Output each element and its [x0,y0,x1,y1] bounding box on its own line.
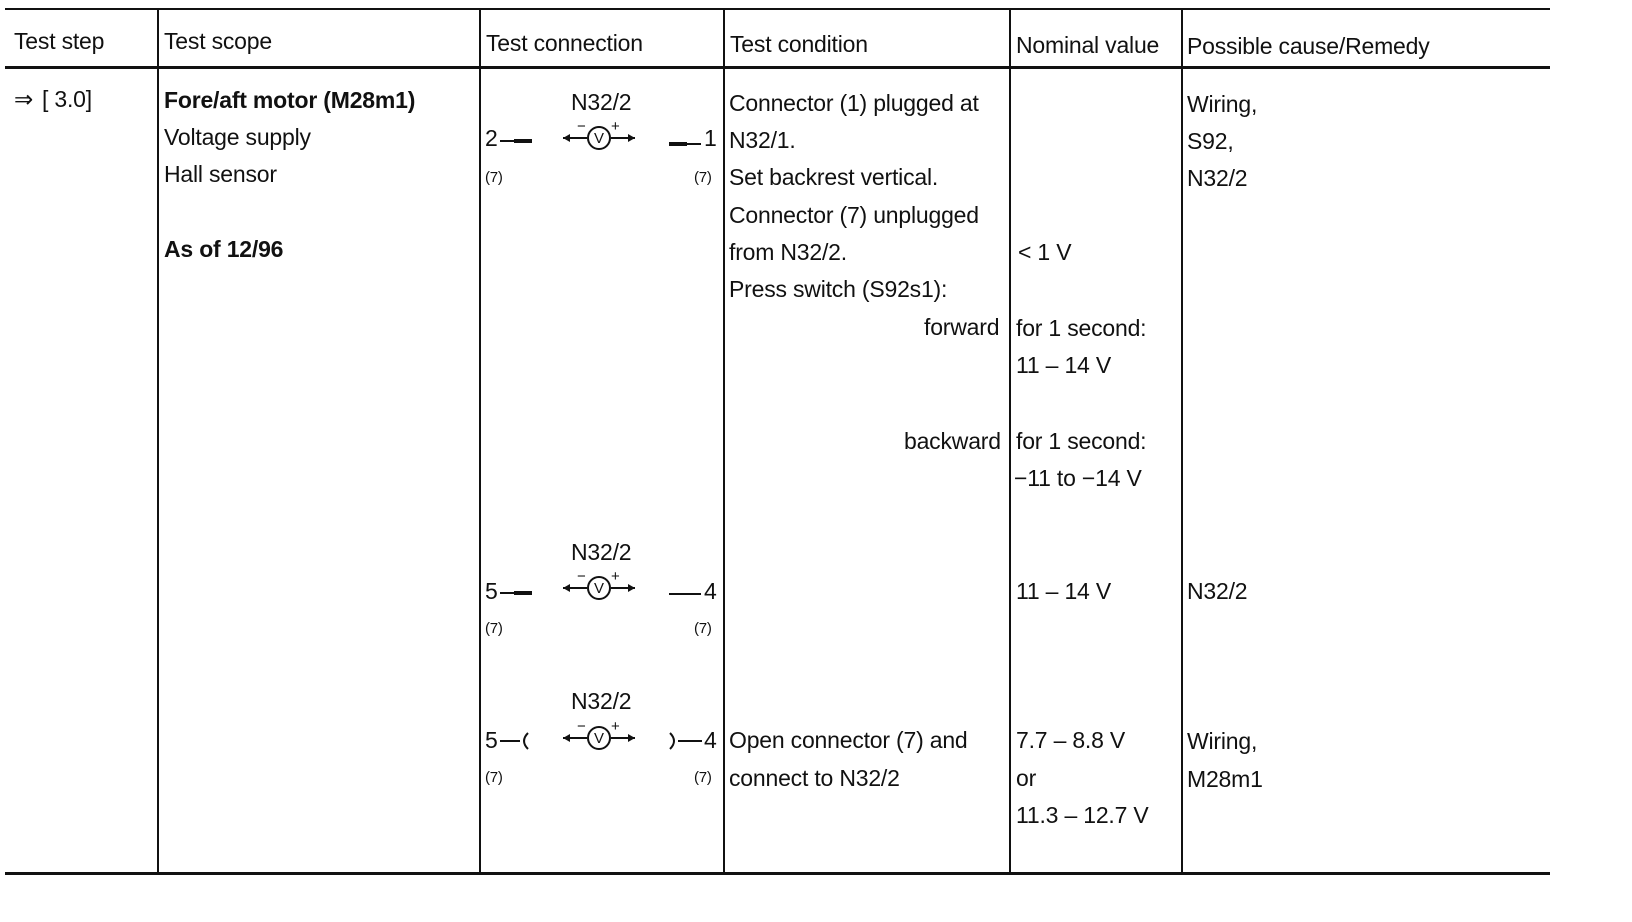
table-bottom-border [5,872,1550,875]
connection-2-meter-plus: + [611,568,620,585]
column-divider-3 [723,10,725,874]
column-divider-2 [479,10,481,874]
connection-2-module: N32/2 [571,539,632,565]
connection-2-meter-label: V [594,580,604,597]
nominal-7: 7.7 – 8.8 V [1016,727,1126,753]
connection-1-right-conn: (7) [694,169,712,186]
nominal-2: for 1 second: [1016,315,1147,341]
connection-3-left-pin: 5 [485,727,498,753]
connection-3-left-conn: (7) [485,769,503,786]
connection-1-right-pin: 1 [704,125,717,151]
connection-1-module: N32/2 [571,89,632,115]
column-divider-4 [1009,10,1011,874]
nominal-5: −11 to −14 V [1014,465,1142,491]
condition-backward: backward [904,428,1001,454]
condition-line-1: Connector (1) plugged at [729,90,979,116]
condition-line-4: Connector (7) unplugged [729,202,979,228]
connection-3-right-socket-icon [668,724,702,758]
connection-3-right-conn: (7) [694,769,712,786]
condition-line-7: Open connector (7) and [729,727,968,753]
cause-1: Wiring, [1187,91,1258,117]
connection-3-right-pin: 4 [704,727,717,753]
connection-1-meter-label: V [594,130,604,147]
connection-1-right-lead [687,143,701,145]
connection-2-right-pin: 4 [704,578,717,604]
connection-2-left-pin: 5 [485,578,498,604]
connection-3-module: N32/2 [571,688,632,714]
header-test-step: Test step [14,28,105,54]
connection-3-meter-minus: − [577,718,586,735]
connection-3-left-socket-icon [500,724,530,758]
cause-6: M28m1 [1187,766,1263,792]
connection-1-meter-minus: − [577,118,586,135]
connection-1-meter-plus: + [611,118,620,135]
condition-line-8: connect to N32/2 [729,765,900,791]
header-test-condition: Test condition [730,31,868,57]
column-divider-5 [1181,10,1183,874]
nominal-6: 11 – 14 V [1016,578,1111,604]
condition-line-3: Set backrest vertical. [729,164,939,190]
column-divider-1 [157,10,159,874]
header-possible-cause: Possible cause/Remedy [1187,33,1430,59]
header-test-connection: Test connection [486,30,643,56]
header-test-scope: Test scope [164,28,272,54]
header-bottom-border [5,66,1550,69]
step-number: [ 3.0] [42,86,92,112]
condition-forward: forward [924,314,1000,340]
connection-3-meter-label: V [594,730,604,747]
connection-2-right-conn: (7) [694,620,712,637]
connection-2-right-lead [669,593,701,595]
cause-3: N32/2 [1187,165,1248,191]
connection-2-left-conn: (7) [485,620,503,637]
connection-3-meter-plus: + [611,718,620,735]
nominal-1: < 1 V [1018,239,1072,265]
connection-2-left-lead [500,592,514,594]
connection-1-left-plug [514,139,532,143]
scope-voltage-supply: Voltage supply [164,124,311,150]
scope-title: Fore/aft motor (M28m1) [164,87,416,113]
cause-2: S92, [1187,128,1234,154]
connection-1-right-plug [669,142,687,146]
condition-line-2: N32/1. [729,127,796,153]
connection-2-meter-minus: − [577,568,586,585]
connection-2-left-plug [514,591,532,595]
header-nominal-value: Nominal value [1016,32,1160,58]
nominal-9: 11.3 – 12.7 V [1016,802,1149,828]
nominal-4: for 1 second: [1016,428,1147,454]
table-top-border [5,8,1550,10]
step-arrow-icon: ⇒ [14,86,34,112]
condition-line-6: Press switch (S92s1): [729,276,948,302]
scope-as-of: As of 12/96 [164,236,284,262]
connection-1-left-conn: (7) [485,169,503,186]
cause-5: Wiring, [1187,728,1258,754]
cause-4: N32/2 [1187,578,1248,604]
connection-1-left-lead [500,140,514,142]
scope-hall-sensor: Hall sensor [164,161,277,187]
connection-1-left-pin: 2 [485,125,498,151]
nominal-8: or [1016,765,1037,791]
nominal-3: 11 – 14 V [1016,352,1111,378]
condition-line-5: from N32/2. [729,239,847,265]
